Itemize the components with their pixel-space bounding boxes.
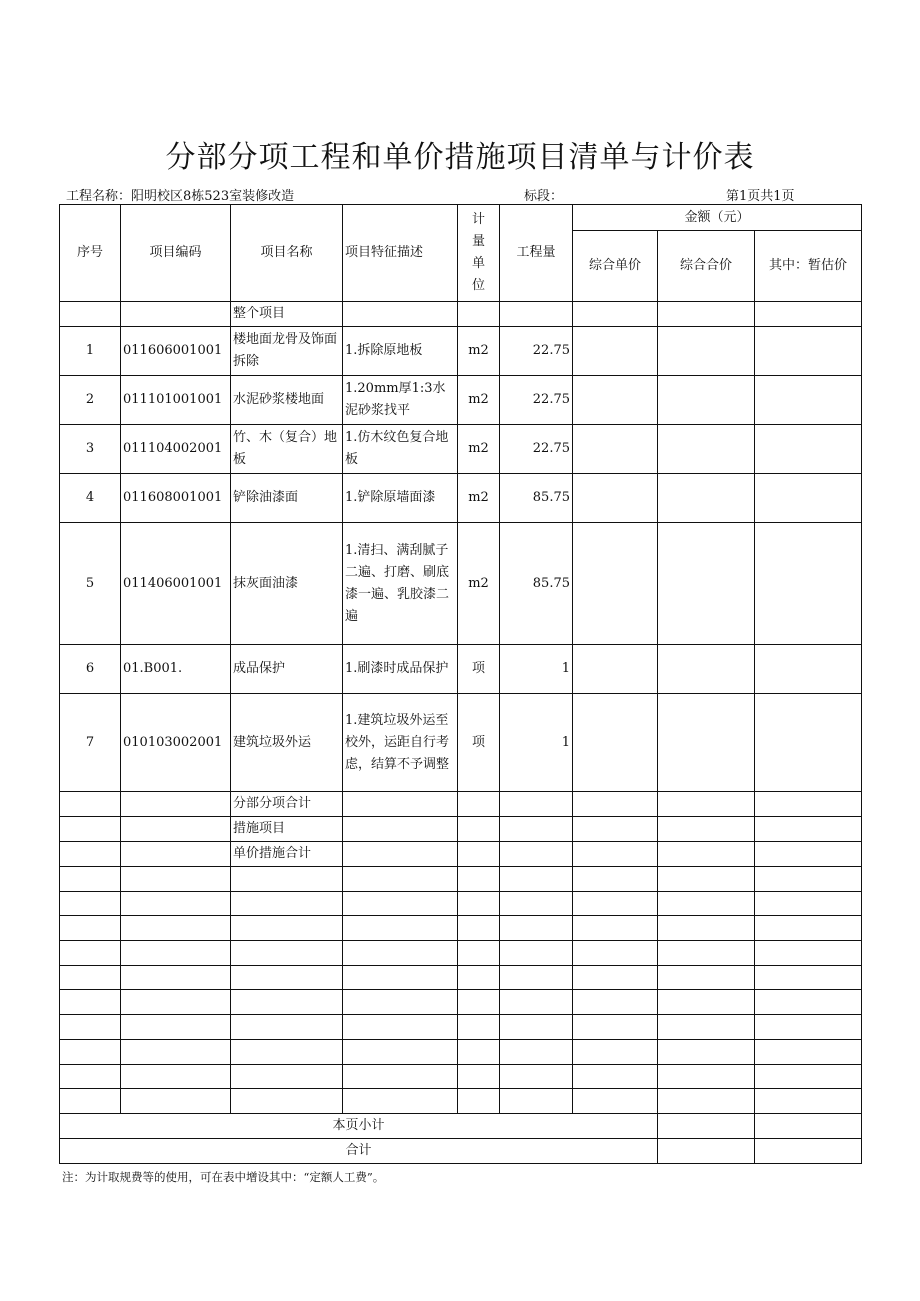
header-seq: 序号 bbox=[60, 205, 121, 302]
page-title: 分部分项工程和单价措施项目清单与计价表 bbox=[165, 140, 755, 175]
header-total: 综合合价 bbox=[658, 231, 755, 302]
empty-row bbox=[60, 891, 862, 916]
table-row: 3 011104002001 竹、木（复合）地板 1.仿木纹色复合地板 m2 22.75 bbox=[60, 425, 862, 474]
table-row: 5 011406001001 抹灰面油漆 1.清扫、满刮腻子二遍、打磨、刷底漆一遍、乳胶漆二遍 m2 85.75 bbox=[60, 523, 862, 645]
empty-row bbox=[60, 916, 862, 941]
empty-row bbox=[60, 1089, 862, 1114]
empty-row bbox=[60, 1064, 862, 1089]
empty-row bbox=[60, 990, 862, 1015]
summary-row: 措施项目 bbox=[60, 817, 862, 842]
header-qty: 工程量 bbox=[500, 205, 573, 302]
table-row: 1 011606001001 楼地面龙骨及饰面拆除 1.拆除原地板 m2 22.75 bbox=[60, 327, 862, 376]
group-row: 整个项目 bbox=[60, 302, 862, 327]
empty-row bbox=[60, 867, 862, 892]
header-feature: 项目特征描述 bbox=[343, 205, 458, 302]
project-name: 工程名称：阳明校区8栋523室装修改造 bbox=[66, 189, 295, 204]
empty-row bbox=[60, 1015, 862, 1040]
header-estimate: 其中：暂估价 bbox=[755, 231, 862, 302]
table-row: 4 011608001001 铲除油漆面 1.铲除原墙面漆 m2 85.75 bbox=[60, 474, 862, 523]
header-unit: 计 量 单 位 bbox=[458, 205, 500, 302]
header-code: 项目编码 bbox=[121, 205, 231, 302]
header-unit-price: 综合单价 bbox=[573, 231, 658, 302]
empty-row bbox=[60, 1039, 862, 1064]
table-row: 6 01.B001. 成品保护 1.刷漆时成品保护 项 1 bbox=[60, 645, 862, 694]
section-label: 标段： bbox=[524, 189, 564, 204]
page-subtotal-row: 本页小计 bbox=[60, 1113, 862, 1138]
header-amount: 金额（元） bbox=[573, 205, 862, 231]
empty-row bbox=[60, 965, 862, 990]
table-row: 2 011101001001 水泥砂浆楼地面 1.20mm厚1:3水泥砂浆找平 m2 22.75 bbox=[60, 376, 862, 425]
empty-row bbox=[60, 941, 862, 966]
grand-total-row: 合计 bbox=[60, 1138, 862, 1163]
summary-row: 分部分项合计 bbox=[60, 792, 862, 817]
footnote: 注：为计取规费等的使用，可在表中增设其中：“定额人工费”。 bbox=[62, 1170, 385, 1184]
table-row: 7 010103002001 建筑垃圾外运 1.建筑垃圾外运至校外，运距自行考虑，结算不予调整 项 1 bbox=[60, 694, 862, 792]
pricing-table bbox=[59, 204, 862, 1164]
page-number: 第1页共1页 bbox=[726, 189, 795, 204]
summary-row: 单价措施合计 bbox=[60, 842, 862, 867]
header-name: 项目名称 bbox=[231, 205, 343, 302]
